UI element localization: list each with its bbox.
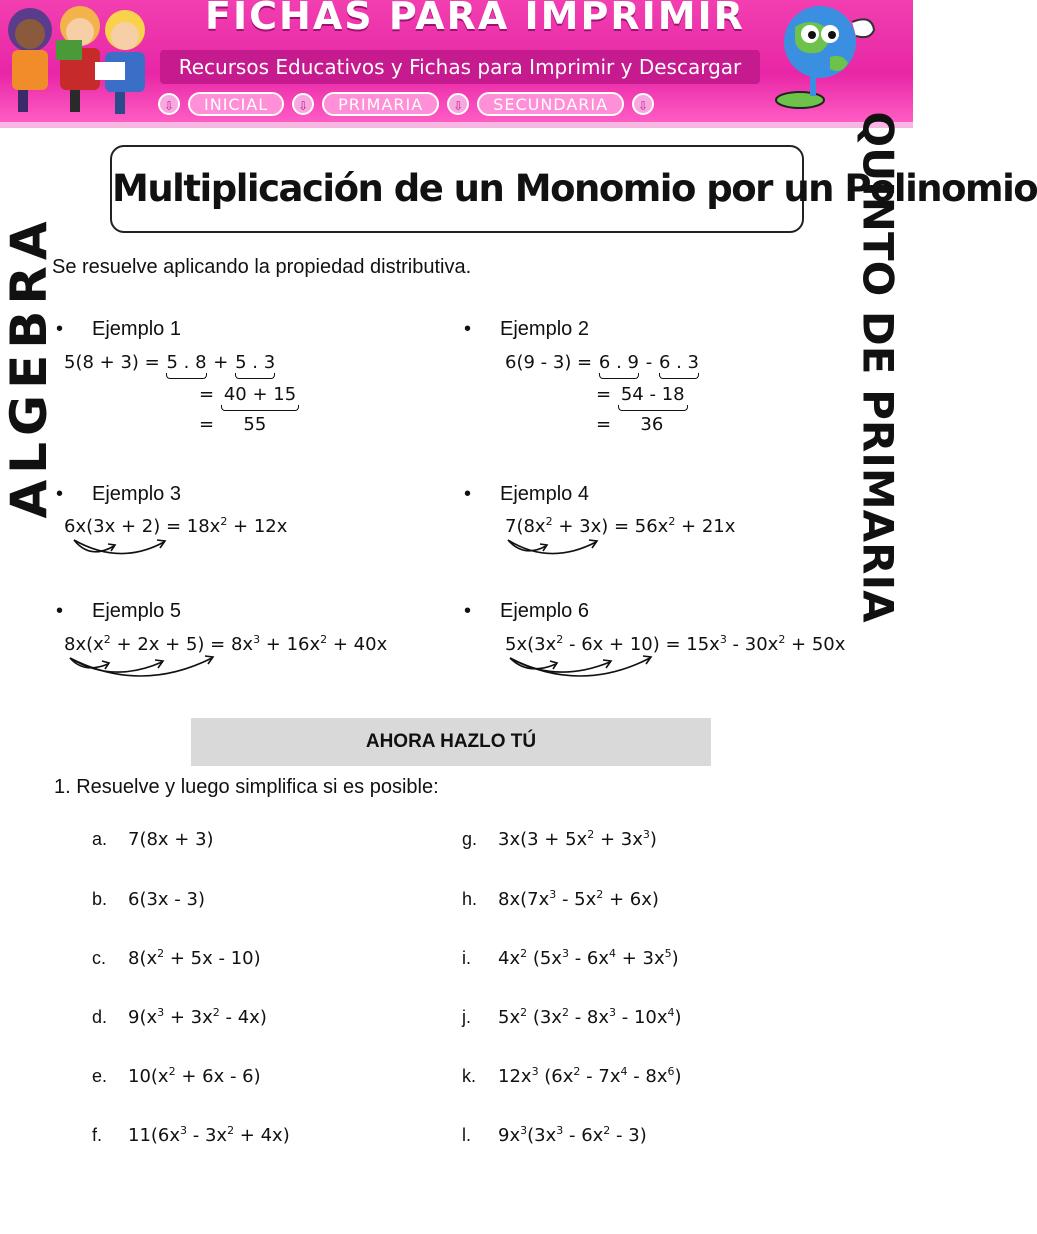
exponent: 3: [719, 633, 727, 646]
example-2-partial-1: 54: [620, 384, 644, 405]
exponent: 3: [642, 828, 650, 841]
exercise-expr-a: (6x: [538, 1066, 574, 1087]
example-6-part-1: (3x: [527, 634, 557, 655]
exponent: 5: [664, 947, 672, 960]
exercise-label: b.: [92, 889, 108, 909]
example-5-part-1: (x: [86, 634, 104, 655]
example-4-tail: + 21x: [675, 516, 736, 537]
arrow-down-icon: ⇩: [158, 93, 180, 115]
exercise-expr-a: (3x: [527, 1007, 562, 1028]
example-1-line-1: [64, 352, 276, 373]
example-1-partials: [220, 384, 300, 405]
exercise-i: [462, 948, 679, 969]
exercise-expr: 8x(7x: [498, 889, 550, 910]
example-2-term-1: 6 . 9: [598, 352, 639, 373]
exercise-expr-a: (5x: [527, 948, 562, 969]
exercise-expr-mid: + 3x: [594, 829, 643, 850]
example-2-line-2: [596, 384, 689, 405]
side-label-algebra: ALGEBRA: [0, 215, 58, 519]
example-6-tail: + 50x: [785, 634, 846, 655]
globe-mascot-icon: [760, 2, 910, 120]
kids-illustration-icon: [0, 0, 160, 122]
exercise-a: [92, 829, 214, 850]
arrow-down-icon: ⇩: [447, 93, 469, 115]
exercise-g: [462, 829, 657, 850]
exponent: 3: [561, 947, 569, 960]
exercise-f: [92, 1125, 290, 1146]
header-banner: [0, 0, 913, 122]
example-5-monomial: 8x: [64, 634, 87, 655]
example-6-monomial: 5x: [505, 634, 528, 655]
exercise-expr-tail: ): [649, 829, 657, 850]
exercise-l: [462, 1125, 647, 1146]
exercise-expr-c: + 3x: [616, 948, 665, 969]
exponent: 2: [573, 1065, 581, 1078]
exercise-expr: 9(x: [128, 1007, 158, 1028]
exercise-label: j.: [462, 1007, 471, 1027]
example-6-label: • Ejemplo 6: [500, 600, 589, 623]
example-4-rest: (8x: [516, 516, 546, 537]
exponent: 3: [520, 1124, 528, 1137]
exercise-expr: 8(x: [128, 948, 158, 969]
exponent: 3: [531, 1065, 539, 1078]
title-box: [110, 145, 1037, 233]
exponent: 3: [609, 1006, 617, 1019]
exponent: 2: [320, 633, 328, 646]
example-2-eq: =: [596, 384, 612, 405]
distribution-arrows-icon: [500, 532, 620, 568]
arrow-down-icon: ⇩: [292, 93, 314, 115]
exercise-label: e.: [92, 1066, 108, 1086]
exponent: 3: [180, 1124, 188, 1137]
side-label-grade: QUINTO DE PRIMARIA: [853, 111, 903, 623]
exercise-expr: 9x: [498, 1125, 521, 1146]
exercise-c: [92, 948, 261, 969]
exercise-expr-b: - 6x: [568, 948, 610, 969]
example-3-rest: (3x + 2) = 18x: [86, 516, 221, 537]
exponent: 4: [609, 947, 617, 960]
nav-bar: [158, 90, 654, 118]
example-1-line-3: [199, 414, 290, 435]
example-1-result: 55: [243, 414, 267, 435]
exponent: 2: [778, 633, 786, 646]
exponent: 2: [220, 515, 228, 528]
exponent: 2: [103, 633, 111, 646]
exponent: 2: [157, 947, 165, 960]
exponent: 2: [212, 1006, 220, 1019]
example-2-lhs: 6(9 - 3) =: [505, 352, 593, 373]
exponent: 2: [168, 1065, 176, 1078]
exercise-expr: 10(x: [128, 1066, 169, 1087]
exercise-expr-b: - 7x: [580, 1066, 621, 1087]
example-1-op: +: [213, 352, 229, 373]
exercise-expr-c: - 8x: [627, 1066, 668, 1087]
exercise-expr: 4x: [498, 948, 521, 969]
example-6-part-2: - 6x + 10) = 15x: [563, 634, 720, 655]
example-2-partials: [617, 384, 689, 405]
exercise-k: [462, 1066, 682, 1087]
example-4-monomial: 7: [505, 516, 517, 537]
exponent: 2: [520, 1006, 528, 1019]
exponent: 3: [549, 888, 557, 901]
nav-primaria[interactable]: PRIMARIA: [322, 92, 439, 116]
nav-inicial[interactable]: INICIAL: [188, 92, 284, 116]
exercise-expr-b: - 6x: [563, 1125, 604, 1146]
example-4-label: • Ejemplo 4: [500, 483, 589, 506]
example-3-monomial: 6x: [64, 516, 87, 537]
exponent: 2: [668, 515, 676, 528]
example-3-label: • Ejemplo 3: [92, 483, 181, 506]
exercise-label: g.: [462, 829, 478, 849]
exponent: 2: [603, 1124, 611, 1137]
exercise-expr-a: (3x: [527, 1125, 557, 1146]
example-4-mid: + 3x) = 56x: [552, 516, 669, 537]
exercise-b: [92, 889, 205, 910]
exercise-expr-tail: - 4x): [219, 1007, 267, 1028]
exponent: 3: [157, 1006, 165, 1019]
exercise-expr-c: - 10x: [616, 1007, 668, 1028]
exponent: 2: [227, 1124, 235, 1137]
example-2-op: -: [645, 352, 653, 373]
example-1-partial-op: +: [252, 384, 268, 405]
example-6-part-3: - 30x: [726, 634, 779, 655]
exercise-label: l.: [462, 1125, 471, 1145]
example-5-part-2: + 2x + 5) = 8x: [110, 634, 254, 655]
example-1-term-1: 5 . 8: [166, 352, 207, 373]
example-1-term-2: 5 . 3: [235, 352, 276, 373]
exercise-expr-mid: + 3x: [164, 1007, 213, 1028]
exercise-label: c.: [92, 948, 107, 968]
exercise-expr-tail: + 6x - 6): [175, 1066, 261, 1087]
example-2-eq-2: =: [596, 414, 612, 435]
exercise-d: [92, 1007, 267, 1028]
example-1-partial-1: 40: [223, 384, 247, 405]
example-2-label: • Ejemplo 2: [500, 318, 589, 341]
distribution-arrows-icon: [60, 532, 180, 568]
exercise-h: [462, 889, 659, 910]
site-subtitle-bar: [160, 50, 760, 84]
exercise-expr-mid: - 5x: [556, 889, 597, 910]
exponent: 4: [620, 1065, 628, 1078]
exercise-expr: 3x(3 + 5x: [498, 829, 588, 850]
exercise-expr: 11(6x: [128, 1125, 181, 1146]
example-2-term-2: 6 . 3: [658, 352, 700, 373]
nav-secundaria[interactable]: SECUNDARIA: [477, 92, 624, 116]
exponent: 3: [253, 633, 261, 646]
exercise-expr-tail: + 5x - 10): [164, 948, 261, 969]
exercise-expr-tail: + 4x): [234, 1125, 290, 1146]
exercise-expr-mid: - 3x: [187, 1125, 228, 1146]
header-divider: [0, 122, 913, 128]
exponent: 4: [667, 1006, 675, 1019]
example-1-eq: =: [199, 384, 215, 405]
example-2-line-3: [596, 414, 687, 435]
exponent: 2: [545, 515, 553, 528]
exponent: 6: [667, 1065, 675, 1078]
distribution-arrows-icon: [500, 650, 670, 690]
exercise-expr-b: - 8x: [568, 1007, 610, 1028]
exercise-instructions: 1. Resuelve y luego simplifica si es posible:: [54, 776, 439, 798]
exercise-expr: 7(8x + 3): [128, 829, 214, 850]
example-1-eq-2: =: [199, 414, 215, 435]
exercise-expr-tail: ): [671, 948, 679, 969]
exercise-expr-tail: ): [674, 1007, 682, 1028]
exercise-label: f.: [92, 1125, 103, 1145]
example-1-label: • Ejemplo 1: [92, 318, 181, 341]
intro-text: Se resuelve aplicando la propiedad distributiva.: [52, 256, 472, 278]
exercise-label: h.: [462, 889, 478, 909]
exercise-expr-tail: + 6x): [603, 889, 659, 910]
example-2-partial-2: 18: [661, 384, 685, 405]
exponent: 2: [596, 888, 604, 901]
exercise-label: d.: [92, 1007, 108, 1027]
exponent: 2: [556, 633, 564, 646]
distribution-arrows-icon: [60, 650, 230, 690]
arrow-down-icon: ⇩: [632, 93, 654, 115]
exponent: 3: [556, 1124, 564, 1137]
page-title: Multiplicación de un Monomio por un Polinomio: [112, 167, 1037, 210]
site-subtitle: Recursos Educativos y Fichas para Imprimir y Descargar: [178, 55, 742, 79]
exercise-label: k.: [462, 1066, 477, 1086]
side-label-left: [0, 142, 58, 592]
site-title: FICHAS PARA IMPRIMIR: [205, 0, 745, 38]
example-5-tail: + 40x: [327, 634, 388, 655]
exercise-expr-tail: ): [674, 1066, 682, 1087]
example-2-partial-op: -: [649, 384, 656, 405]
exercise-expr-tail: - 3): [610, 1125, 647, 1146]
example-1-partial-2: 15: [273, 384, 297, 405]
exercise-expr: 6(3x - 3): [128, 889, 205, 910]
example-1-line-2: [199, 384, 300, 405]
example-1-lhs: 5(8 + 3) =: [64, 352, 160, 373]
example-2-line-1: [505, 352, 700, 373]
exponent: 2: [587, 828, 595, 841]
exercise-j: [462, 1007, 682, 1028]
example-5-part-3: + 16x: [260, 634, 321, 655]
section-heading: AHORA HAZLO TÚ: [191, 718, 711, 766]
exercise-label: i.: [462, 948, 471, 968]
exponent: 2: [520, 947, 528, 960]
exercise-e: [92, 1066, 261, 1087]
exponent: 2: [561, 1006, 569, 1019]
exercise-expr: 12x: [498, 1066, 532, 1087]
example-2-result: 36: [640, 414, 664, 435]
exercise-label: a.: [92, 829, 108, 849]
exercise-expr: 5x: [498, 1007, 521, 1028]
example-3-tail: + 12x: [227, 516, 288, 537]
example-5-label: • Ejemplo 5: [92, 600, 181, 623]
